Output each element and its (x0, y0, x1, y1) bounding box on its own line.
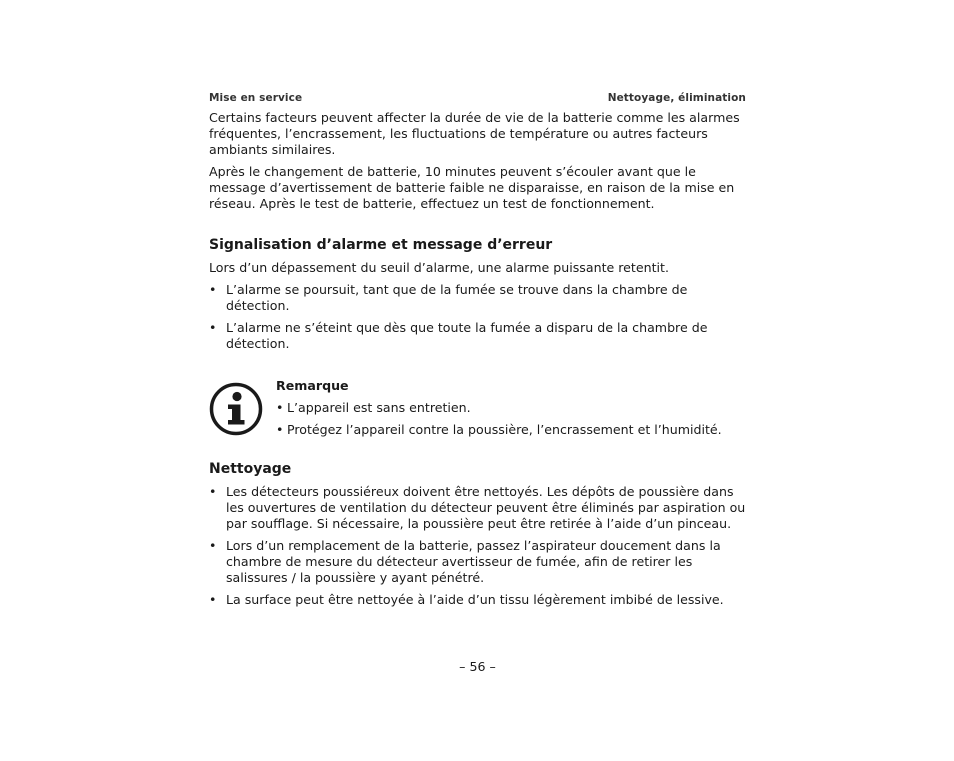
intro-paragraph: Après le changement de batterie, 10 minutes peuvent s’écouler avant que le message d’avertissement de batterie faible ne disparaisse, en raison de la mise en réseau. Après le test de batterie, effectuez un test de fonctionnement. (209, 164, 735, 211)
note-body (276, 378, 756, 444)
list-item-text: La surface peut être nettoyée à l’aide d’un tissu légèrement imbibé de lessive. (226, 592, 724, 607)
bullet-marker: • (209, 282, 217, 297)
section-heading-cleaning: Nettoyage (209, 461, 292, 477)
page-number: – 56 – (459, 659, 496, 674)
bullet-marker: • (276, 422, 284, 437)
bullet-marker: • (209, 538, 217, 553)
list-item (209, 282, 749, 314)
section-lead: Lors d’un dépassement du seuil d’alarme, une alarme puissante retentit. (209, 260, 669, 275)
page-content (209, 110, 749, 614)
section-heading-alarm: Signalisation d’alarme et message d’erreur (209, 237, 553, 253)
alarm-bullet-list (209, 282, 749, 352)
list-item-text: L’alarme ne s’éteint que dès que toute la fumée a disparu de la chambre de détection. (226, 320, 708, 351)
list-item-text: L’alarme se poursuit, tant que de la fumée se trouve dans la chambre de détection. (226, 282, 688, 313)
intro-paragraph: Certains facteurs peuvent affecter la durée de vie de la batterie comme les alarmes fréquentes, l’encrassement, les fluctuations de température ou autres facteurs ambiants similaires. (209, 110, 740, 157)
list-item (209, 484, 749, 532)
list-item-text: Lors d’un remplacement de la batterie, passez l’aspirateur doucement dans la chambre de mesure du détecteur avertisseur de fumée, afin de retirer les salissures / la poussière y ayant pénétré. (226, 538, 721, 585)
note-box (209, 378, 749, 452)
list-item-text: Les détecteurs poussiéreux doivent être nettoyés. Les dépôts de poussière dans les ouvertures de ventilation du détecteur peuvent être éliminés par aspiration ou par soufflage. Si nécessaire, la poussière peut être retirée à l’aide d’un pinceau. (226, 484, 746, 531)
list-item (276, 422, 756, 438)
note-bullet-list (276, 400, 756, 438)
bullet-marker: • (209, 484, 217, 499)
list-item (209, 592, 749, 608)
running-header (209, 92, 746, 104)
list-item (209, 320, 749, 352)
bullet-marker: • (276, 400, 284, 415)
list-item-text: Protégez l’appareil contre la poussière, l’encrassement et l’humidité. (287, 422, 722, 437)
header-right: Nettoyage, élimination (607, 92, 746, 104)
header-left: Mise en service (209, 92, 303, 104)
info-icon (209, 382, 263, 436)
list-item (209, 538, 749, 586)
document-page (209, 0, 746, 761)
cleaning-bullet-list (209, 484, 749, 608)
list-item-text: L’appareil est sans entretien. (287, 400, 471, 415)
bullet-marker: • (209, 592, 217, 607)
list-item (276, 400, 756, 416)
bullet-marker: • (209, 320, 217, 335)
note-title: Remarque (276, 378, 349, 393)
